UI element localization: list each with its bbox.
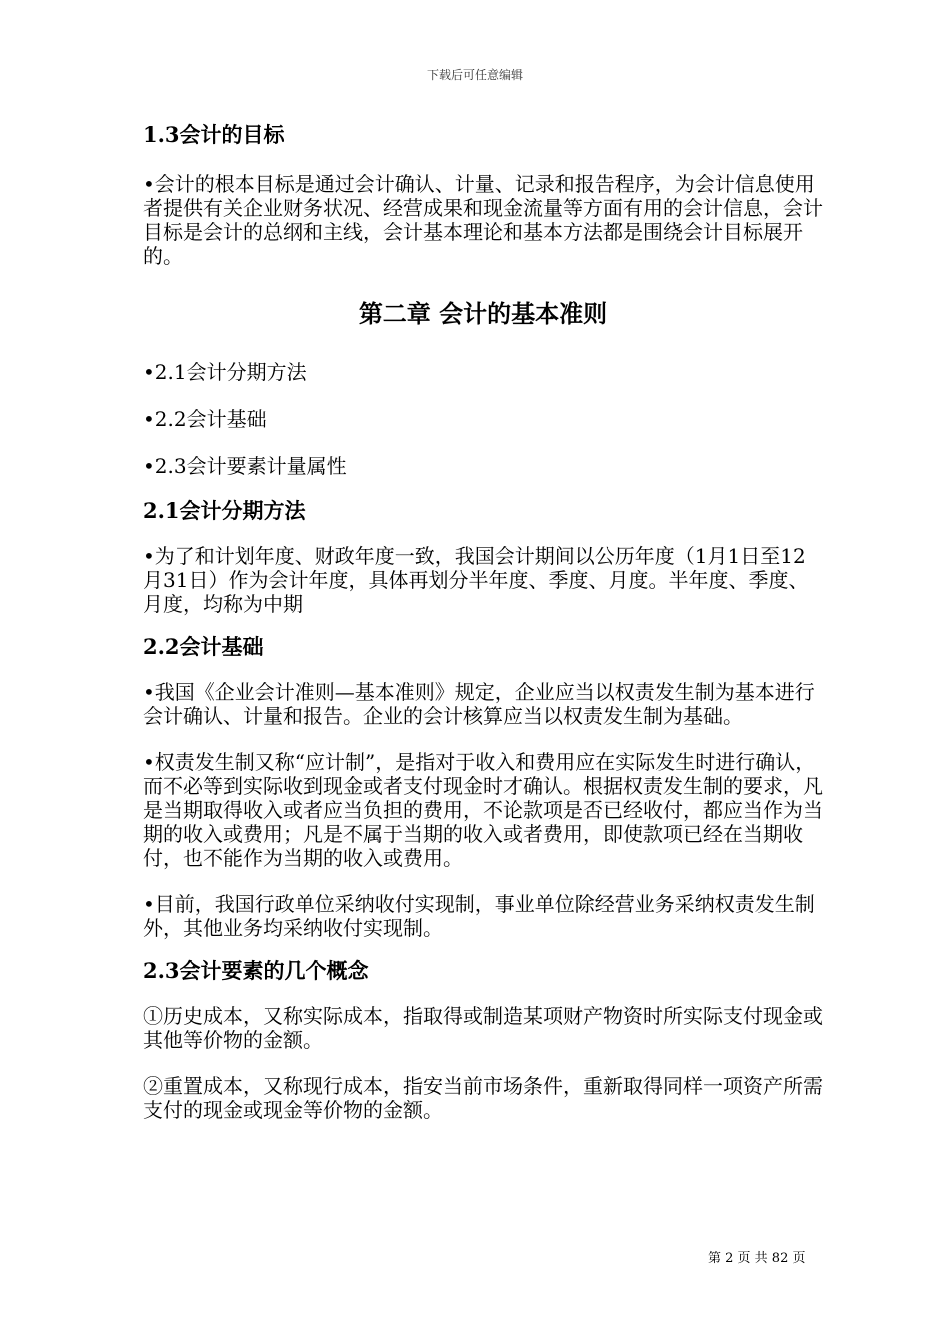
section-2-2-paragraph-1: •我国《企业会计准则—基本准则》规定，企业应当以权责发生制为基本进行会计确认、计量和报告。企业的会计核算应当以权责发生制为基础。 [143,680,815,728]
section-2-3-title: 2.3会计要素的几个概念 [143,958,369,983]
section-2-1-paragraph: •为了和计划年度、财政年度一致，我国会计期间以公历年度（1月1日至12月31日）作为会计年度，具体再划分半年度、季度、月度。半年度、季度、月度，均称为中期 [143,544,809,616]
section-2-3-paragraph-2: ②重置成本，又称现行成本，指安当前市场条件，重新取得同样一项资产所需支付的现金或现金等价物的金额。 [143,1074,823,1122]
section-2-2-title: 2.2会计基础 [143,634,264,659]
section-2-1-title: 2.1会计分期方法 [143,498,306,523]
chapter-2-title: 第二章 会计的基本准则 [358,299,608,328]
section-2-3-paragraph-1: ①历史成本，又称实际成本，指取得或制造某项财产物资时所实际支付现金或其他等价物的金额。 [143,1004,823,1052]
toc-item-2-1: •2.1会计分期方法 [143,360,307,384]
section-2-2-paragraph-3: •目前，我国行政单位采纳收付实现制，事业单位除经营业务采纳权责发生制外，其他业务均采纳收付实现制。 [143,892,815,940]
section-2-2-paragraph-2: •权责发生制又称“应计制”，是指对于收入和费用应在实际发生时进行确认，而不必等到实际收到现金或者支付现金时才确认。根据权责发生制的要求，凡是当期取得收入或者应当负担的费用，不论款项是否已经收付，都应当作为当期的收入或费用；凡是不属于当期的收入或者费用，即使款项已经在当期收付，也不能作为当期的收入或费用。 [143,750,823,870]
toc-item-2-2: •2.2会计基础 [143,407,267,431]
toc-item-2-3: •2.3会计要素计量属性 [143,454,347,478]
section-1-3-title: 1.3会计的目标 [143,122,285,147]
section-1-3-paragraph: •会计的根本目标是通过会计确认、计量、记录和报告程序，为会计信息使用者提供有关企业财务状况、经营成果和现金流量等方面有用的会计信息，会计目标是会计的总纲和主线，会计基本理论和基本方法都是围绕会计目标展开的。 [143,172,823,268]
page-number-footer: 第 2 页 共 82 页 [708,1251,806,1266]
page-header-note: 下载后可任意编辑 [426,68,523,82]
document-body [143,118,823,1122]
